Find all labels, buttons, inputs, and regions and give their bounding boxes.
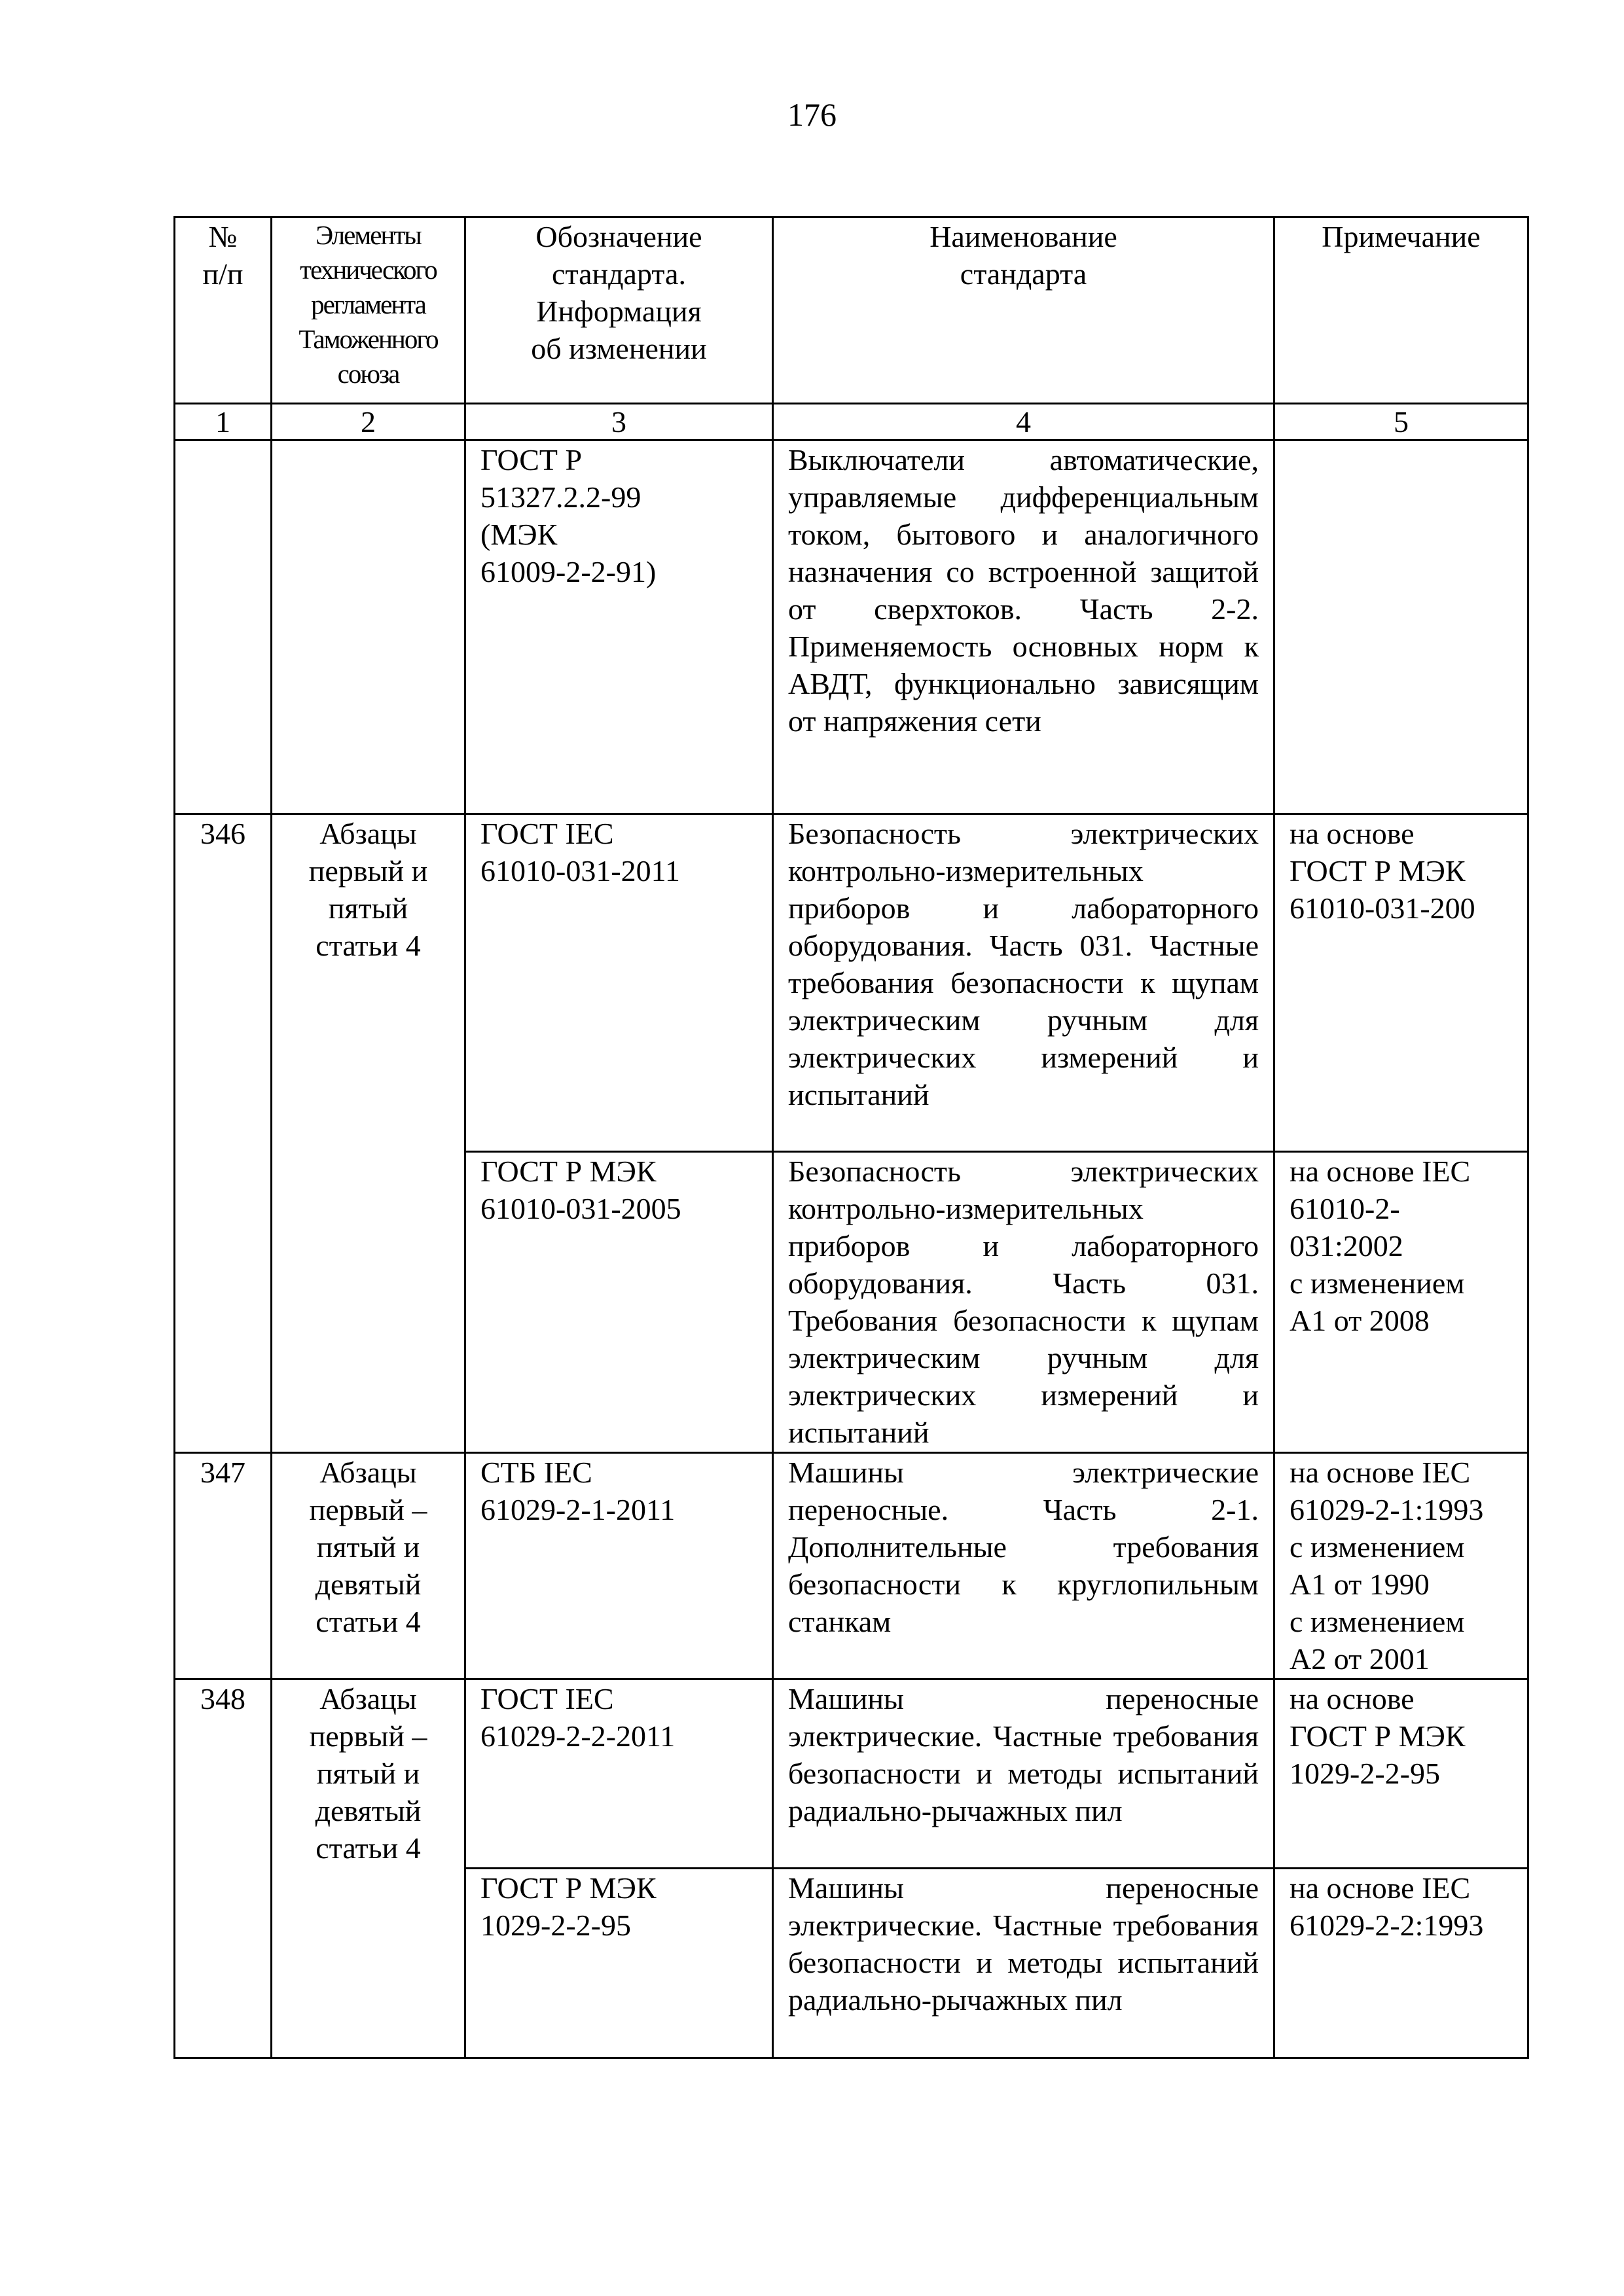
table-row <box>175 1679 1528 1869</box>
standard-name: Машины электрические переносные. Часть 2-1. Дополнительные требования безопасности к круглопильным станкам <box>773 1453 1274 1679</box>
row-number: 346 <box>175 814 272 1453</box>
standard-name: Безопасность электрических контрольно-измерительных приборов и лабораторного оборудования. Часть 031. Частные требования безопасности к щупам электрическим ручным для электрических измерений и испытаний <box>773 814 1274 1152</box>
standard-designation: ГОСТ Р МЭК 1029-2-2-95 <box>465 1869 773 2058</box>
standard-note: на основе ГОСТ Р МЭК 61010-031-200 <box>1274 814 1528 1152</box>
standard-name: Машины переносные электрические. Частные требования безопасности и методы испытаний радиально-рычажных пил <box>773 1869 1274 2058</box>
standard-designation: ГОСТ Р МЭК 61010-031-2005 <box>465 1152 773 1453</box>
standard-note: на основе IEC 61010-2- 031:2002 с изменением А1 от 2008 <box>1274 1152 1528 1453</box>
regulation-elements: Абзацы первый – пятый и девятый статьи 4 <box>272 1679 465 2058</box>
regulation-elements: Абзацы первый и пятый статьи 4 <box>272 814 465 1453</box>
column-number: 3 <box>465 404 773 440</box>
standard-designation: ГОСТ IEC 61010-031-2011 <box>465 814 773 1152</box>
standard-designation: СТБ IEC 61029-2-1-2011 <box>465 1453 773 1679</box>
column-number: 2 <box>272 404 465 440</box>
standard-name: Машины переносные электрические. Частные требования безопасности и методы испытаний радиально-рычажных пил <box>773 1679 1274 1869</box>
standard-note: на основе ГОСТ Р МЭК 1029-2-2-95 <box>1274 1679 1528 1869</box>
row-number-cell <box>175 440 272 814</box>
standard-note <box>1274 440 1528 814</box>
column-number: 1 <box>175 404 272 440</box>
column-number-row <box>175 404 1528 440</box>
column-number: 5 <box>1274 404 1528 440</box>
row-number: 348 <box>175 1679 272 2058</box>
table-row <box>175 440 1528 814</box>
standard-note: на основе IEC 61029-2-1:1993 с изменением А1 от 1990 с изменением А2 от 2001 <box>1274 1453 1528 1679</box>
standard-name: Выключатели автоматические, управляемые дифференциальным током, бытового и аналогичного назначения со встроенной защитой от сверхтоков. Часть 2-2. Применяемость основных норм к АВДТ, функционально зависящим от напряжения сети <box>773 440 1274 814</box>
header-standard-name: Наименование стандарта <box>773 217 1274 404</box>
table-row <box>175 814 1528 1152</box>
header-regulation-elements: Элементы технического регламента Таможенного союза <box>272 217 465 404</box>
page-number: 176 <box>787 96 837 133</box>
standard-designation: ГОСТ Р 51327.2.2-99 (МЭК 61009-2-2-91) <box>465 440 773 814</box>
regulation-elements-cell <box>272 440 465 814</box>
regulation-elements: Абзацы первый – пятый и девятый статьи 4 <box>272 1453 465 1679</box>
table-header-row <box>175 217 1528 404</box>
row-number: 347 <box>175 1453 272 1679</box>
header-note: Примечание <box>1274 217 1528 404</box>
header-standard-designation: Обозначение стандарта. Информация об изменении <box>465 217 773 404</box>
table-row <box>175 1453 1528 1679</box>
column-number: 4 <box>773 404 1274 440</box>
standards-table <box>173 216 1529 2059</box>
standard-note: на основе IEC 61029-2-2:1993 <box>1274 1869 1528 2058</box>
standard-name: Безопасность электрических контрольно-измерительных приборов и лабораторного оборудования. Часть 031. Требования безопасности к щупам электрическим ручным для электрических измерений и испытаний <box>773 1152 1274 1453</box>
standard-designation: ГОСТ IEC 61029-2-2-2011 <box>465 1679 773 1869</box>
header-number: № п/п <box>175 217 272 404</box>
